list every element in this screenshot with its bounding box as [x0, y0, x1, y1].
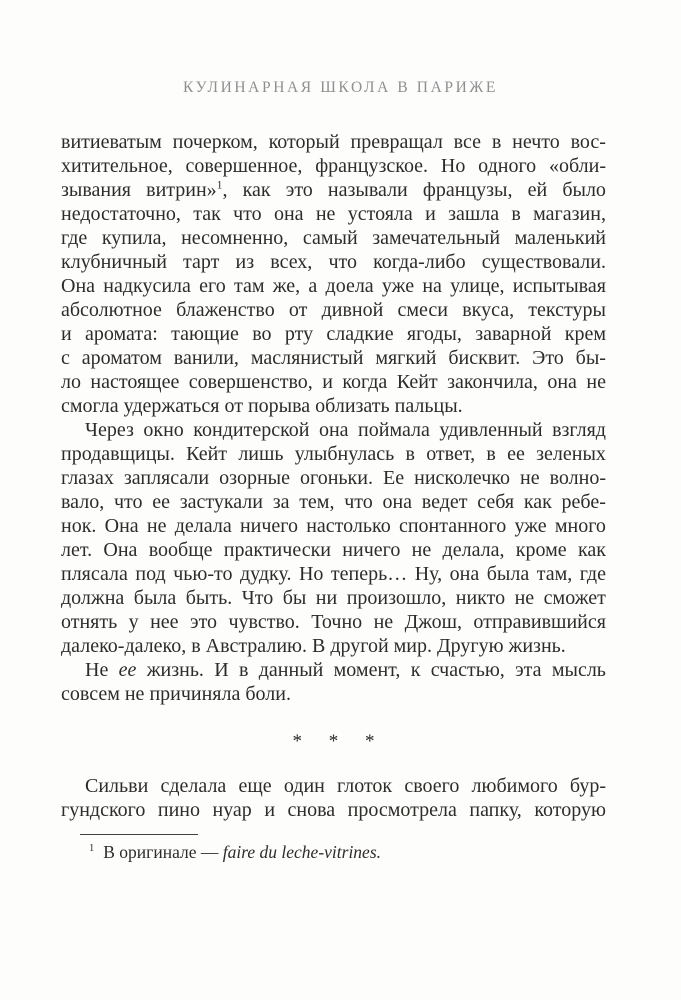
text-line: должна была быть. Что бы ни произошло, никто не сможет: [61, 587, 606, 609]
section-separator: * * *: [292, 731, 386, 752]
text-line: абсолютное блаженство от дивной смеси вкуса, текстуры: [61, 299, 606, 321]
text-line: продавщицы. Кейт лишь улыбнулась в ответ, в ее зеленых: [61, 443, 606, 465]
text-line: хитительное, совершенное, французское. Но одного «обли-: [61, 155, 606, 177]
text-line: плясала под чью-то дудку. Но теперь… Ну, она была там, где: [61, 563, 606, 585]
text-line: клубничный тарт из всех, что когда-либо существовали.: [61, 251, 606, 273]
text-line: где купила, несомненно, самый замечательный маленький: [61, 227, 606, 249]
text-line: Через окно кондитерской она поймала удивленный взгляд: [85, 419, 606, 441]
footnote-marker: 1: [89, 843, 95, 855]
body-text: [61, 130, 606, 864]
text-line: недостаточно, так что она не устояла и зашла в магазин,: [61, 203, 606, 225]
text-line: витиеватым почерком, который превращал все в нечто вос-: [61, 131, 606, 153]
text-line: с ароматом ванили, маслянистый мягкий бисквит. Это бы-: [61, 347, 606, 369]
footnote-text: В оригинале — faire du leche-vitrines.: [103, 842, 382, 862]
text-line: Она надкусила его там же, а доела уже на улице, испытывая: [61, 275, 606, 297]
running-header: КУЛИНАРНАЯ ШКОЛА В ПАРИЖЕ: [183, 79, 498, 96]
text-line: далеко-далеко, в Австралию. В другой мир. Другую жизнь.: [61, 635, 566, 657]
text-line: вало, что ее застукали за тем, что она ведет себя как ребе-: [61, 491, 606, 513]
text-line: Сильви сделала еще один глоток своего любимого бур-: [85, 775, 606, 797]
text-blocks: [61, 130, 606, 822]
text-line: совсем не причиняла боли.: [61, 683, 291, 705]
text-line: и аромата: тающие во рту сладкие ягоды, заварной крем: [61, 323, 606, 345]
text-line: ло настоящее совершенство, и когда Кейт закончила, она не: [61, 371, 606, 393]
text-line: нок. Она не делала ничего настолько спонтанного уже много: [61, 515, 606, 537]
text-line: зывания витрин»$^1$, как это называли французы, ей было: [61, 178, 606, 201]
footnote: [61, 834, 606, 864]
text-line: смогла удержаться от порыва облизать пальцы.: [61, 395, 463, 417]
text-line: глазах заплясали озорные огоньки. Ее нисколечко не волно-: [61, 467, 606, 489]
footnote-rule: [80, 834, 198, 835]
text-line: отнять у нее это чувство. Точно не Джош, отправившийся: [61, 611, 606, 633]
text-line: лет. Она вообще практически ничего не делала, кроме как: [61, 539, 606, 561]
text-line: гундского пино нуар и снова просмотрела папку, которую: [61, 799, 606, 821]
footnote-line: [61, 841, 606, 864]
text-line: Не ее жизнь. И в данный момент, к счастью, эта мысль: [85, 659, 606, 681]
